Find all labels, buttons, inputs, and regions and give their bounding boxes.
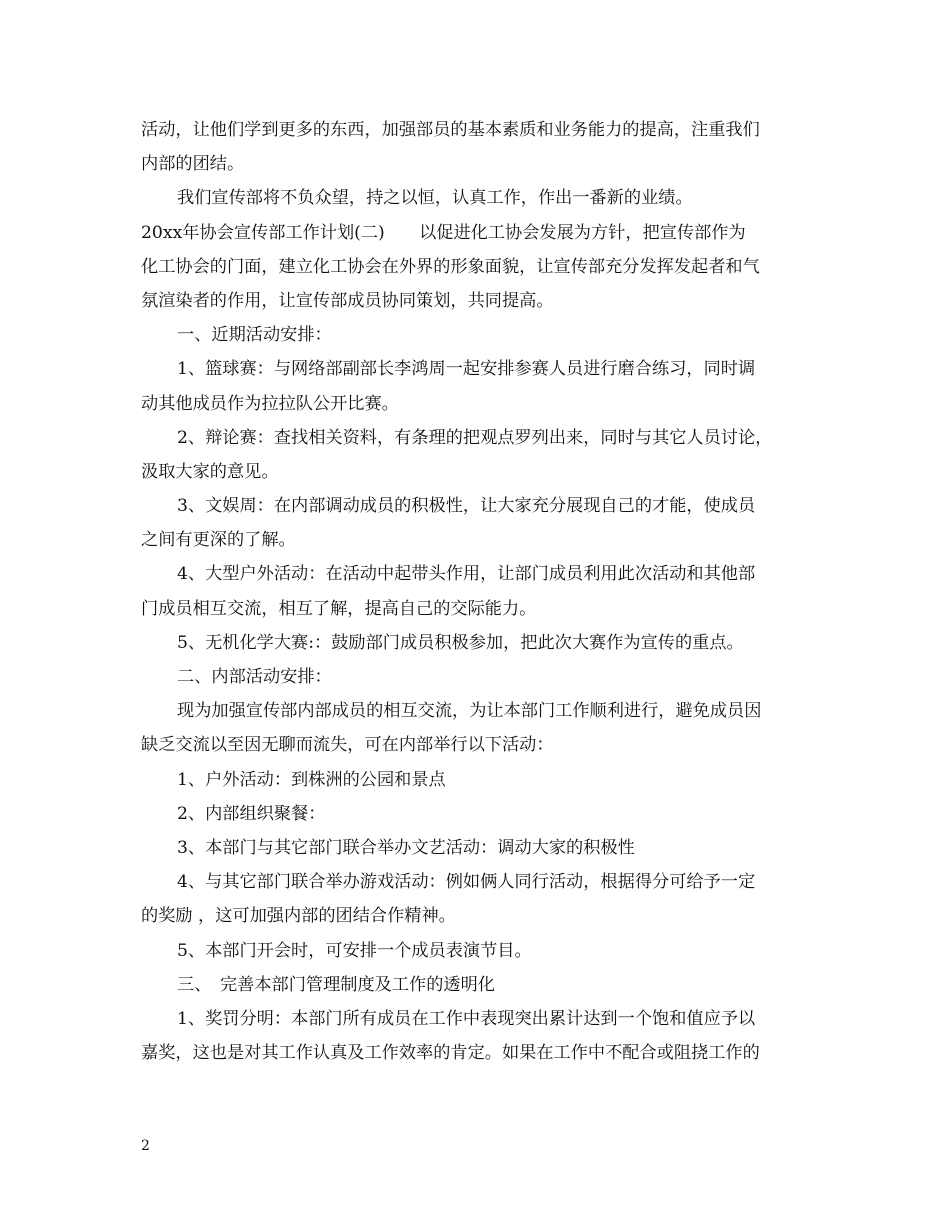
document-body	[141, 113, 811, 1070]
text-line: 1、户外活动：到株洲的公园和景点	[177, 769, 446, 790]
text-line: 动其他成员作为拉拉队公开比赛。	[141, 393, 399, 414]
text-line: 门成员相互交流，相互了解，提高自己的交际能力。	[141, 598, 537, 619]
text-line: 4、大型户外活动：在活动中起带头作用，让部门成员利用此次活动和其他部	[177, 564, 756, 585]
text-line: 缺乏交流以至因无聊而流失，可在内部举行以下活动：	[141, 735, 554, 756]
text-line: 现为加强宣传部内部成员的相互交流，为让本部门工作顺利进行，避免成员因	[177, 701, 762, 722]
text-line: 一、近期活动安排：	[177, 325, 332, 346]
text-line: 3、文娱周：在内部调动成员的积极性，让大家充分展现自己的才能，使成员	[177, 496, 756, 517]
text-line: 5、本部门开会时，可安排一个成员表演节目。	[177, 940, 532, 961]
text-line: 氛渲染者的作用，让宣传部成员协同策划，共同提高。	[141, 290, 554, 311]
page-number: 2	[141, 1138, 150, 1154]
text-line: 活动，让他们学到更多的东西，加强部员的基本素质和业务能力的提高，注重我们	[141, 120, 760, 140]
text-line: 2、内部组织聚餐：	[177, 803, 326, 824]
text-line: 20xx年协会宣传部工作计划(二) 以促进化工协会发展为方针，把宣传部作为	[141, 222, 746, 243]
text-line: 1、篮球赛：与网络部副部长李鸿周一起安排参赛人员进行磨合练习，同时调	[177, 359, 756, 380]
text-line: 内部的团结。	[141, 154, 245, 175]
text-line: 的奖励 ，这可加强内部的团结合作精神。	[141, 906, 456, 927]
text-line: 之间有更深的了解。	[141, 530, 296, 551]
text-line: 嘉奖，这也是对其工作认真及工作效率的肯定。如果在工作中不配合或阻挠工作的	[141, 1043, 760, 1064]
text-line: 三、 完善本部门管理制度及工作的透明化	[177, 974, 495, 995]
text-line: 2、辩论赛：查找相关资料，有条理的把观点罗列出来，同时与其它人员讨论，	[177, 427, 773, 448]
text-line: 汲取大家的意见。	[141, 461, 279, 482]
text-line: 3、本部门与其它部门联合举办文艺活动：调动大家的积极性	[177, 837, 635, 858]
text-line: 化工协会的门面，建立化工协会在外界的形象面貌，让宣传部充分发挥发起者和气	[141, 256, 760, 277]
text-line: 我们宣传部将不负众望，持之以恒，认真工作，作出一番新的业绩。	[177, 188, 693, 209]
text-line: 二、内部活动安排：	[177, 667, 332, 687]
text-line: 1、奖罚分明：本部门所有成员在工作中表现突出累计达到一个饱和值应予以	[177, 1008, 756, 1029]
text-line: 4、与其它部门联合举办游戏活动：例如俩人同行活动，根据得分可给予一定	[177, 872, 756, 893]
text-line: 5、无机化学大赛:：鼓励部门成员积极参加，把此次大赛作为宣传的重点。	[177, 632, 744, 653]
